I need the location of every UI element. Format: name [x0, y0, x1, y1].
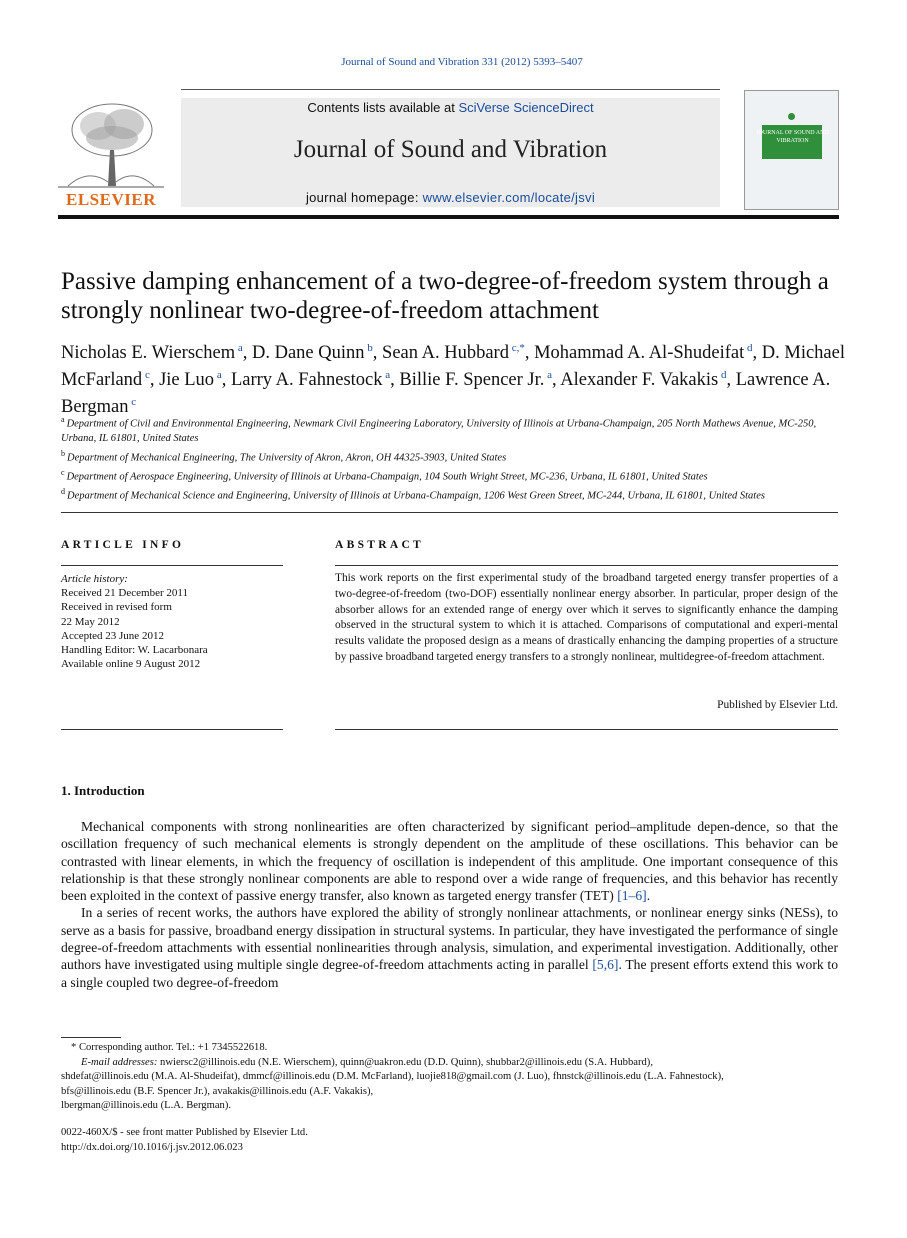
affiliation-key: a	[61, 415, 67, 424]
elsevier-wordmark: ELSEVIER	[66, 190, 156, 209]
author-affiliation-mark[interactable]: a	[382, 369, 391, 382]
author-affiliation-mark[interactable]: a	[214, 369, 222, 382]
article-info-heading: ARTICLE INFO	[61, 539, 185, 551]
author-affiliation-mark[interactable]: c,*	[508, 342, 525, 354]
affiliation-key: b	[61, 448, 67, 458]
history-line: Accepted 23 June 2012	[61, 629, 164, 642]
homepage-line	[181, 190, 720, 205]
article-info-rule-top	[61, 565, 283, 566]
author-affiliation-mark[interactable]: b	[364, 342, 373, 354]
author-list: Nicholas E. Wierschem $^a$, D. Dane Quinn $^b$, Sean A. Hubbard $^{c,*}$, Mohammad A. Al-Shudeifat $^d$, D. Michael McFarland $^c$, Jie Luo $^a$, Larry A. Fahnestock $^a$, Billie F. Spencer Jr. $^a$, Alexander F. Vakakis $^d$, Lawrence A. Bergman $^c$	[61, 342, 845, 418]
author-affiliation-mark[interactable]: a	[235, 342, 243, 354]
article-info-rule-bottom	[61, 729, 283, 730]
author-affiliation-mark[interactable]: d	[718, 369, 727, 382]
abstract-rule-bottom	[335, 729, 838, 730]
abstract-text: This work reports on the first experimental study of the broadband targeted energy transfer properties of a two-degree-of-freedom (two-DOF) essentially nonlinear energy absorber. In particular, proper design of the absorber allows for an extended range of energy over which it serves to significantly enhance the damping observed in the structural system to which it is attached. Comparisons of computational and experi-mental results validate the proposed design as a means of drastically enhancing the damping properties of a structure by passive broadband targeted energy transfers to a strongly nonlinear, multidegree-of-freedom attachment.	[335, 572, 838, 663]
affiliation	[61, 413, 831, 447]
citation-link[interactable]: [1–6]	[617, 888, 647, 904]
history-line: Received in revised form	[61, 601, 172, 614]
affiliation-key: d	[61, 486, 67, 496]
cover-emblem-icon	[788, 113, 795, 120]
affiliation-text: Department of Mechanical Engineering, The University of Akron, Akron, OH 44325-3903, United States	[67, 452, 507, 463]
article-history	[61, 572, 283, 671]
affiliation-rule	[61, 512, 838, 513]
contents-prefix: Contents lists available at	[307, 100, 459, 115]
author-name[interactable]: Alexander F. Vakakis	[560, 370, 719, 391]
author-name[interactable]: Jie Luo	[159, 370, 215, 391]
history-line: Received 21 December 2011	[61, 587, 188, 600]
author-affiliation-mark[interactable]: a	[544, 369, 553, 382]
header-rule-top	[181, 89, 720, 90]
journal-cover[interactable]	[744, 90, 839, 210]
journal-citation[interactable]: Journal of Sound and Vibration 331 (2012) 5393–5407	[341, 56, 583, 68]
paragraph-end: . The present efforts extend this work to a single coupled two degree-of-freedom	[61, 957, 838, 990]
affiliations	[61, 413, 831, 504]
paragraph	[61, 818, 838, 904]
author-name[interactable]: Mohammad A. Al-Shudeifat	[534, 343, 745, 364]
journal-title: Journal of Sound and Vibration	[293, 136, 608, 163]
footnote-rule	[61, 1037, 121, 1038]
history-line: Available online 9 August 2012	[61, 658, 201, 671]
doi-link[interactable]: http://dx.doi.org/10.1016/j.jsv.2012.06.023	[61, 1141, 243, 1153]
author-name[interactable]: Lawrence A. Bergman	[61, 370, 831, 418]
homepage-link[interactable]: www.elsevier.com/locate/jsvi	[422, 190, 596, 205]
author-affiliation-mark[interactable]: c	[142, 369, 150, 382]
paragraph-end: .	[646, 888, 651, 904]
affiliation	[61, 447, 831, 466]
email-line[interactable]: bfs@illinois.edu (B.F. Spencer Jr.), avakakis@illinois.edu (A.F. Vakakis),	[61, 1085, 374, 1097]
email-label: E-mail addresses:	[81, 1056, 158, 1068]
history-line: 22 May 2012	[61, 615, 120, 628]
author-name[interactable]: D. Michael McFarland	[61, 343, 845, 391]
affiliation-text: Department of Aerospace Engineering, University of Illinois at Urbana-Champaign, 104 South Wright Street, MC-236, Urbana, IL 61801, United States	[66, 471, 708, 482]
author-name[interactable]: D. Dane Quinn	[252, 343, 365, 364]
corresponding-author: * Corresponding author. Tel.: +1 7345522618.	[71, 1042, 268, 1053]
paragraph	[61, 904, 838, 990]
paragraph-text: In a series of recent works, the authors have explored the ability of strongly nonlinear attachments, or nonlinear energy sinks (NESs), to serve as a basis for passive, broadband energy dissipation in structural systems. In particular, they have investigated the performance of single degree-of-freedom attachments with essential nonlinearities through analysis, simulation, and experimental investigation. Additionally, other authors have investigated using multiple single degree-of-freedom attachments acting in parallel	[61, 905, 838, 973]
abstract-heading: ABSTRACT	[335, 539, 425, 551]
email-line[interactable]: shdefat@illinois.edu (M.A. Al-Shudeifat), dmmcf@illinois.edu (D.M. McFarland), luojie818@gmail.com (J. Luo), fhnstck@illinois.edu (L.A. Fahnestock),	[61, 1071, 724, 1083]
author-name[interactable]: Billie F. Spencer Jr.	[399, 370, 545, 391]
journal-masthead	[181, 98, 720, 207]
paragraph-text: Mechanical components with strong nonlinearities are often characterized by significant period–amplitude depen-dence, so that the oscillation frequency of such mechanical elements is strongly dependent on the amplitude of these oscillations. This behavior can be contrasted with linear elements, in which the frequency of oscillation is independent of this amplitude. One important consequence of this relationship is that these strongly nonlinear components are able to respond over a wide range of frequencies, and this behavior has recently been exploited in the context of passive energy transfer, also known as targeted energy transfer (TET)	[61, 819, 838, 904]
author-name[interactable]: Larry A. Fahnestock	[230, 370, 383, 391]
front-matter	[61, 1126, 661, 1155]
citation-link[interactable]: [5,6]	[592, 957, 619, 973]
history-line: Handling Editor: W. Lacarbonara	[61, 644, 208, 657]
affiliation-text: Department of Civil and Environmental Engineering, Newmark Civil Engineering Laboratory, University of Illinois at Urbana-Champaign, 205 North Mathews Avenue, MC-250, Urbana, IL 61801, United States	[61, 418, 817, 444]
author-affiliation-mark[interactable]: c	[128, 396, 137, 409]
elsevier-logo[interactable]	[58, 98, 164, 210]
tree-logo-icon	[58, 98, 164, 190]
published-by: Published by Elsevier Ltd.	[717, 699, 838, 711]
email-line	[61, 1056, 838, 1071]
article-title: Passive damping enhancement of a two-degree-of-freedom system through a strongly nonlinear two-degree-of-freedom attachment	[61, 268, 829, 324]
affiliation-key: c	[61, 467, 67, 477]
footnotes	[61, 1041, 838, 1114]
author-name[interactable]: Sean A. Hubbard	[382, 343, 509, 364]
history-label: Article history:	[61, 573, 128, 585]
email-line[interactable]: lbergman@illinois.edu (L.A. Bergman).	[61, 1100, 232, 1112]
homepage-prefix: journal homepage:	[305, 190, 423, 205]
author-affiliation-mark[interactable]: d	[744, 342, 753, 354]
affiliation-text: Department of Mechanical Science and Engineering, University of Illinois at Urbana-Champaign, 1206 West Green Street, MC-244, Urbana, IL 61801, United States	[67, 490, 765, 501]
header-rule-bottom	[58, 215, 839, 219]
email-list[interactable]: nwiersc2@illinois.edu (N.E. Wierschem), quinn@uakron.edu (D.D. Quinn), shubbar2@illinois.edu (S.A. Hubbard),	[157, 1056, 653, 1068]
cover-title: JOURNAL OF SOUND AND VIBRATION	[756, 130, 829, 144]
issn-line: 0022-460X/$ - see front matter Published by Elsevier Ltd.	[61, 1127, 308, 1138]
abstract-rule-top	[335, 565, 838, 566]
affiliation	[61, 485, 831, 504]
author-name[interactable]: Nicholas E. Wierschem	[61, 343, 236, 364]
sciencedirect-link[interactable]: SciVerse ScienceDirect	[458, 100, 594, 115]
introduction-heading: 1. Introduction	[61, 783, 145, 798]
introduction-body	[61, 818, 838, 991]
affiliation	[61, 466, 831, 485]
contents-line	[181, 100, 720, 115]
